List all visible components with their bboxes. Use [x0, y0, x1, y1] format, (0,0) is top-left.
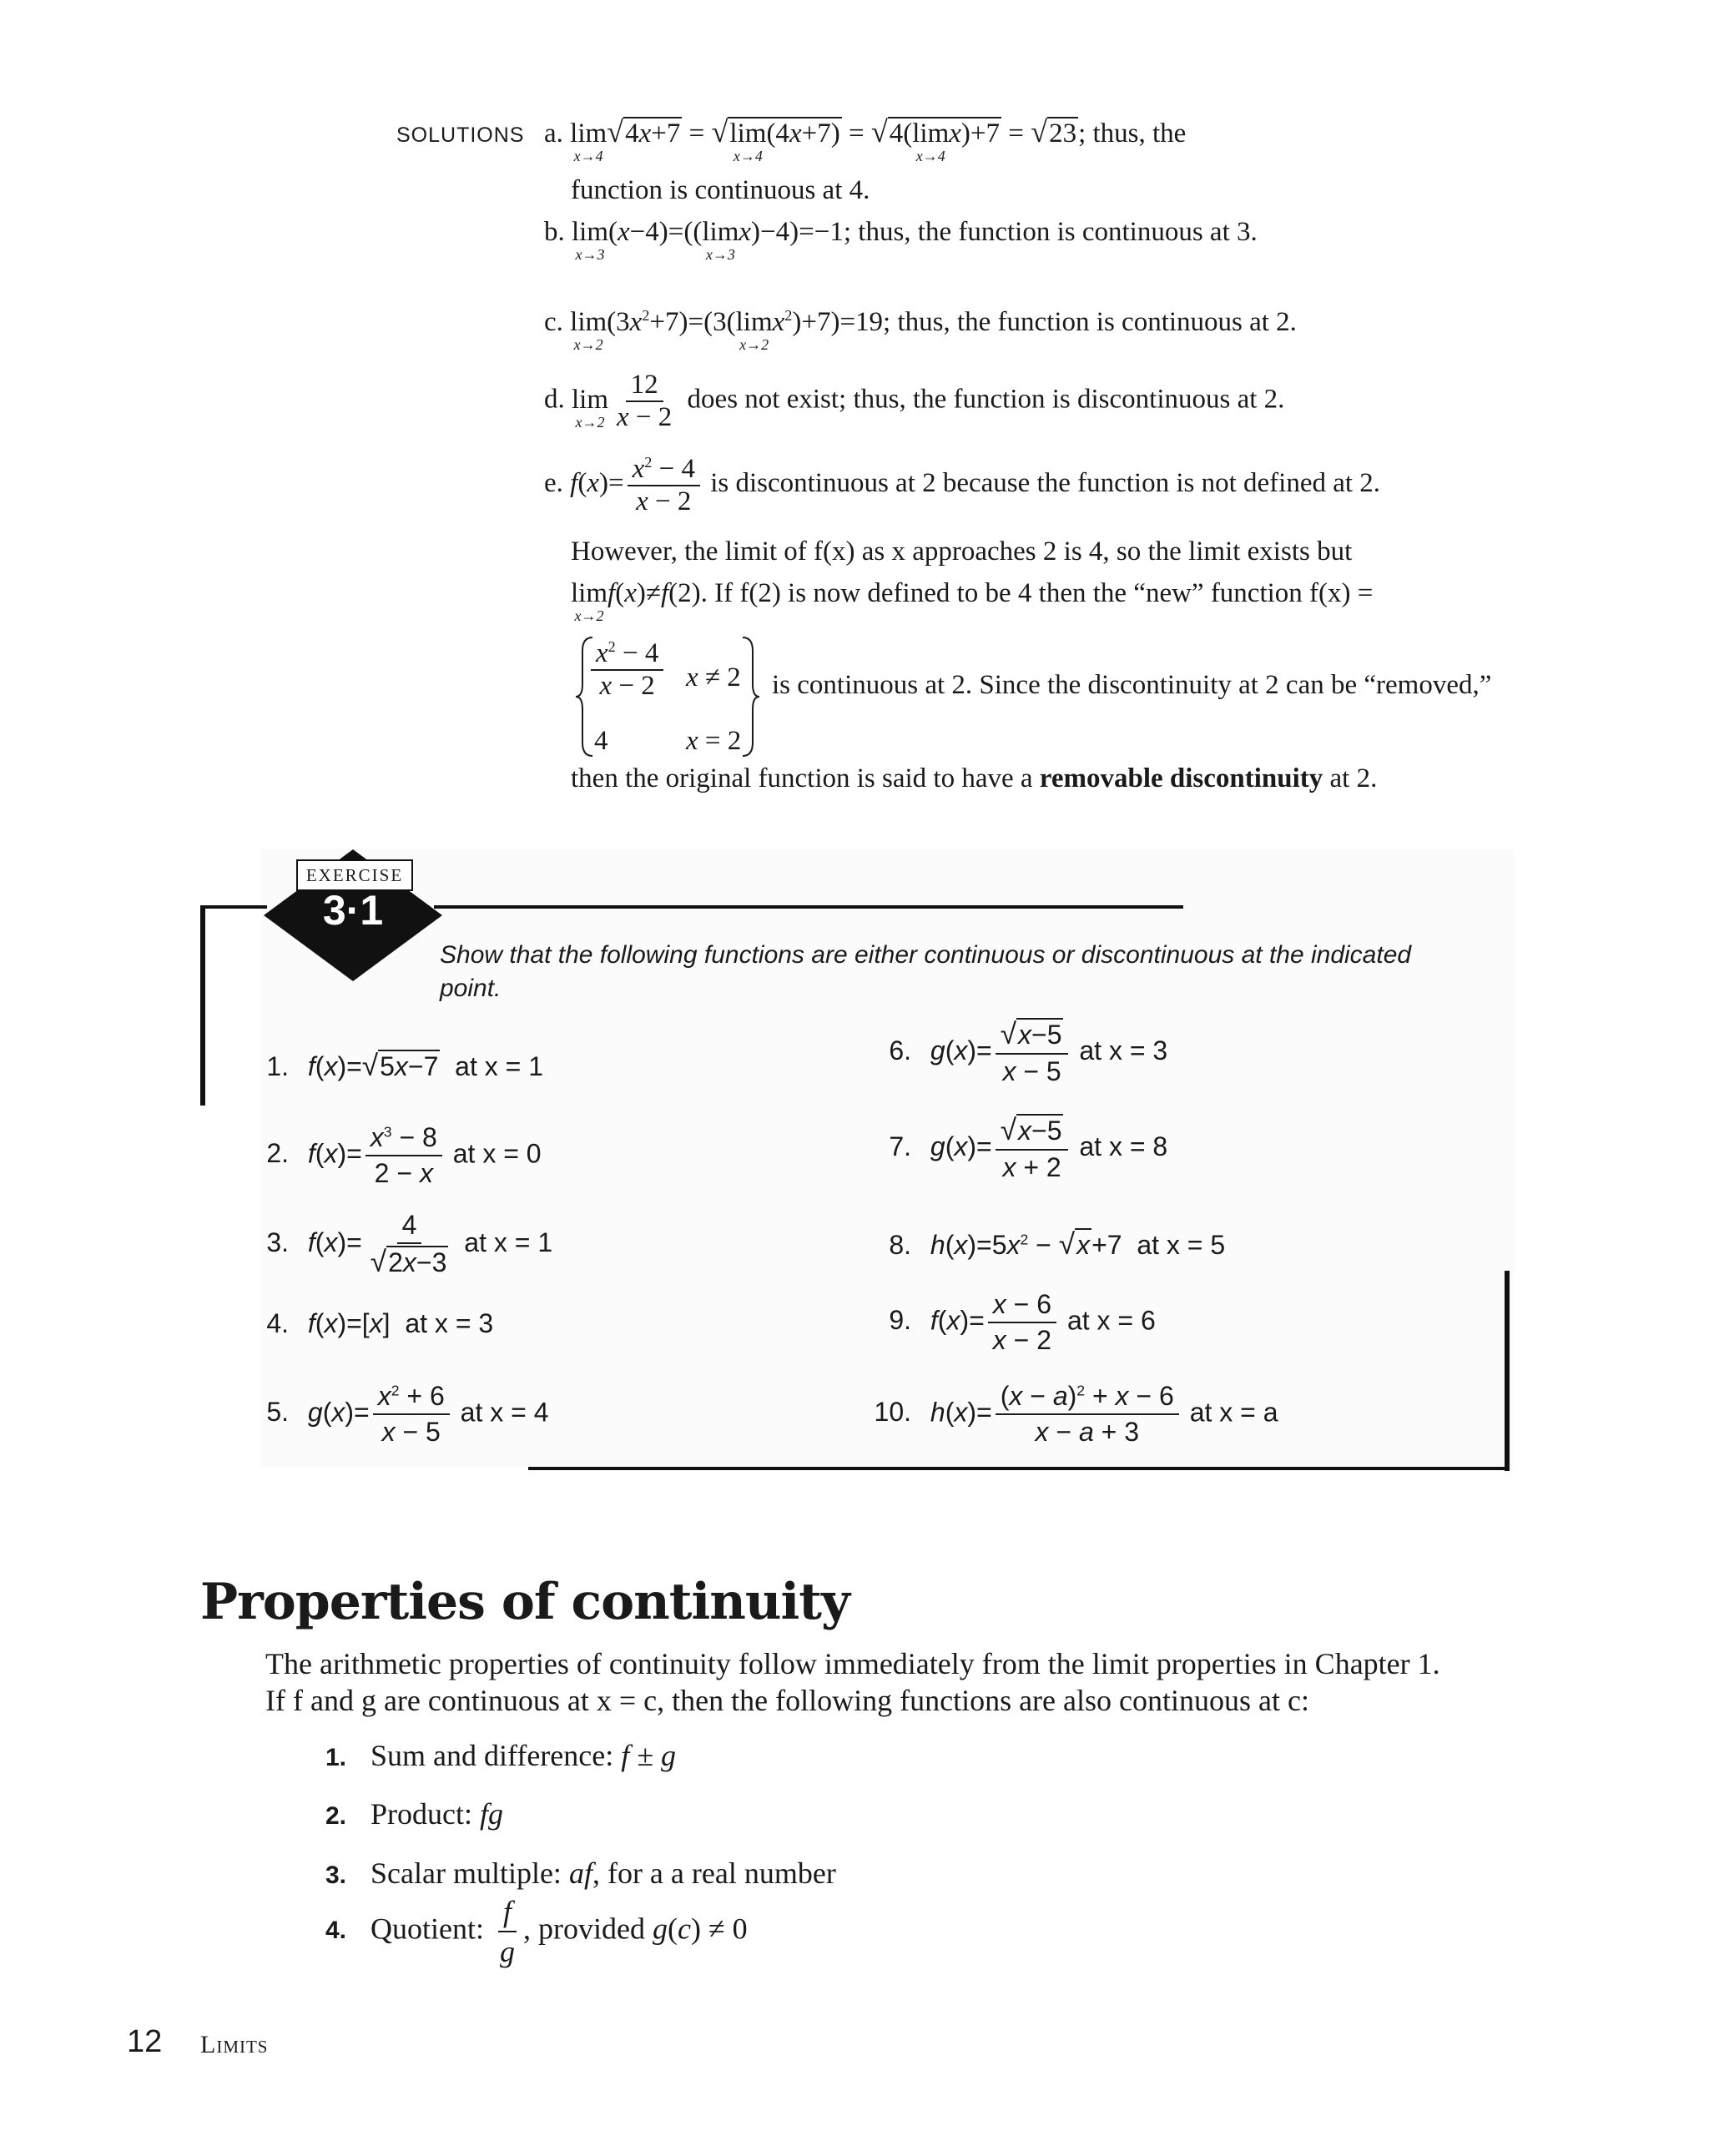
property-item-3: 3. Scalar multiple: af, for a a real number [325, 1856, 836, 1890]
problem-number: 6. [889, 1035, 911, 1065]
removable-discontinuity-term: removable discontinuity [1039, 763, 1323, 793]
problem-5: 5. g(x)= $\frac{x^2 + 6}{x - 5}$ at x = 4 [250, 1381, 548, 1448]
solution-a-math: lim x→4 √4x+7 = √lim x→4 (4x+7) = √4(lim x→4 x)+7 = √23; [570, 115, 1093, 164]
exercise-label: EXERCISE [296, 859, 413, 891]
solution-d-math: lim x→2 $\frac{12}{x - 2}$ [572, 370, 673, 432]
problem-9: 9. f(x)= $\frac{x - 6}{x - 2}$ at x = 6 [873, 1289, 1156, 1356]
problem-number: 9. [889, 1305, 911, 1336]
problem-point: at x = 1 [464, 1227, 553, 1257]
property-label: Quotient: [371, 1912, 484, 1946]
piecewise-function [576, 634, 759, 759]
piecewise-case2-expr: 4 [594, 726, 608, 756]
solution-b-prefix: b. [544, 217, 565, 247]
problem-point: at x = 0 [452, 1138, 542, 1169]
problem-2: 2. f(x)= $\frac{x^3 - 8}{2 - x}$ at x = 0 [250, 1122, 542, 1189]
property-expr: f ± g [621, 1739, 676, 1772]
piecewise-case1-expr: $\frac{x^2 - 4}{x - 2}$ [591, 639, 663, 700]
exercise-number: 3·1 [322, 887, 384, 934]
solution-a-prefix: a. [544, 118, 563, 149]
problem-number: 2. [266, 1138, 289, 1169]
problem-point: at x = 1 [455, 1051, 543, 1081]
solution-e-last [571, 763, 1377, 794]
exercise-frame-top-left [200, 905, 267, 909]
property-label: Scalar multiple: [371, 1856, 562, 1890]
solution-a-tail: thus, the [1092, 118, 1187, 149]
solution-e-piece-tail: is continuous at 2. Since the discontinuity at 2 can be “removed,” [772, 670, 1492, 700]
solution-b [544, 217, 1258, 263]
exercise-frame-bottom [528, 1467, 1510, 1470]
solution-d-prefix: d. [544, 384, 565, 415]
exercise-frame-top [434, 905, 1183, 909]
property-number: 3. [325, 1861, 347, 1889]
problem-number: 4. [266, 1308, 289, 1338]
exercise-instructions: Show that the following functions are either continuous or discontinuous at the indicated point. [440, 941, 1412, 1002]
property-number: 2. [325, 1802, 347, 1830]
property-number: 1. [325, 1744, 347, 1771]
solution-d-tail: does not exist; thus, the function is discontinuous at 2. [687, 384, 1285, 415]
solution-e-tail: is discontinuous at 2 because the function is not defined at 2. [710, 468, 1381, 499]
solution-e [544, 455, 1380, 516]
problem-7: 7. g(x)= $\frac{√x-5}{x + 2}$ at x = 8 [873, 1114, 1167, 1183]
problem-number: 7. [889, 1131, 911, 1161]
problem-10: 10. h(x)= $\frac{(x - a)^2 + x - 6}{x - a + 3}$ at x = a [863, 1381, 1278, 1448]
solution-e-line3 [571, 578, 1374, 624]
section-title: Properties of continuity [200, 1573, 849, 1631]
solution-d [544, 371, 1284, 431]
solution-c-math: lim x→2 $(3x^2+7)=(3(\lim$ x→2 $x^2)+7)=19$; [570, 307, 898, 353]
problem-point: at x = 8 [1079, 1131, 1168, 1161]
property-label: Sum and difference: [371, 1739, 614, 1772]
problem-number: 1. [266, 1051, 289, 1081]
chapter-title: Limits [200, 2031, 269, 2058]
solution-c-tail: thus, the function is continuous at 2. [897, 307, 1297, 337]
problem-point: at x = a [1189, 1397, 1278, 1428]
problem-number: 8. [889, 1230, 911, 1260]
solution-c-prefix: c. [544, 307, 563, 337]
solution-e-math: f(x)= $\frac{x^2 - 4}{x - 2}$ [570, 468, 710, 498]
solution-e-last-post: at 2. [1329, 763, 1378, 793]
exercise-frame-right [1505, 1271, 1510, 1471]
solution-e-line3-math: lim x→2 f(x)≠f(2). [571, 578, 715, 624]
property-item-2 [325, 1796, 503, 1831]
piecewise-case2-cond: x = 2 [686, 726, 742, 756]
property-expr: af [568, 1856, 592, 1890]
exercise-frame-left [200, 905, 205, 1106]
section-intro-line1: The arithmetic properties of continuity follow immediately from the limit properties in Chapter 1. [265, 1647, 1440, 1680]
problem-point: at x = 3 [405, 1308, 494, 1338]
property-label: Product: [371, 1797, 472, 1831]
property-tail: provided [537, 1912, 645, 1946]
section-intro [265, 1645, 1517, 1719]
section-intro-line2: If f and g are continuous at x = c, then the following functions are also continuous at c: [265, 1684, 1309, 1717]
solutions-label: SOLUTIONS [396, 123, 525, 147]
problem-4: 4. f(x)=[x] at x = 3 [250, 1308, 493, 1339]
problem-point: at x = 4 [460, 1397, 549, 1428]
solution-e-line2: However, the limit of f(x) as x approaches 2 is 4, so the limit exists but [571, 536, 1353, 567]
problem-point: at x = 5 [1137, 1230, 1226, 1260]
solution-e-prefix: e. [544, 468, 563, 499]
solution-e-line3-tail: If f(2) is now defined to be 4 then the “new” function f(x) = [714, 578, 1374, 608]
solution-a-line2: function is continuous at 4. [571, 175, 870, 205]
problem-8: 8. $h(x)=5x^2 - √x+7$ at x = 5 [873, 1228, 1225, 1262]
property-number: 4. [325, 1917, 347, 1945]
property-item-1 [325, 1738, 676, 1773]
problem-1: 1. f(x)=√5x−7 at x = 1 [250, 1050, 543, 1083]
problem-point: at x = 3 [1079, 1035, 1168, 1065]
problem-point: at x = 6 [1066, 1305, 1156, 1336]
solution-e-last-pre: then the original function is said to have a [571, 763, 1033, 793]
property-item-4: 4. Quotient: $\frac{f}{g}$ , provided g(c) ≠ 0 [325, 1895, 748, 1968]
problem-3: 3. f(x)= $\frac{4}{√2x-3}$ at x = 1 [250, 1210, 552, 1279]
solution-b-math: lim x→3 (x−4)=((lim x→3 x)−4)=−1; [572, 217, 859, 263]
solution-c [544, 307, 1297, 353]
problem-number: 5. [266, 1397, 289, 1428]
solution-b-tail: thus, the function is continuous at 3. [858, 217, 1258, 247]
solution-a [544, 115, 1187, 164]
property-tail: for a a real number [607, 1856, 836, 1890]
problem-number: 3. [266, 1227, 289, 1257]
page-number: 12 [127, 2024, 163, 2059]
property-expr: fg [480, 1797, 504, 1831]
problem-6: 6. g(x)= $\frac{√x-5}{x - 5}$ at x = 3 [873, 1018, 1167, 1087]
piecewise-case1-cond: x ≠ 2 [686, 662, 741, 693]
problem-number: 10. [874, 1397, 911, 1428]
